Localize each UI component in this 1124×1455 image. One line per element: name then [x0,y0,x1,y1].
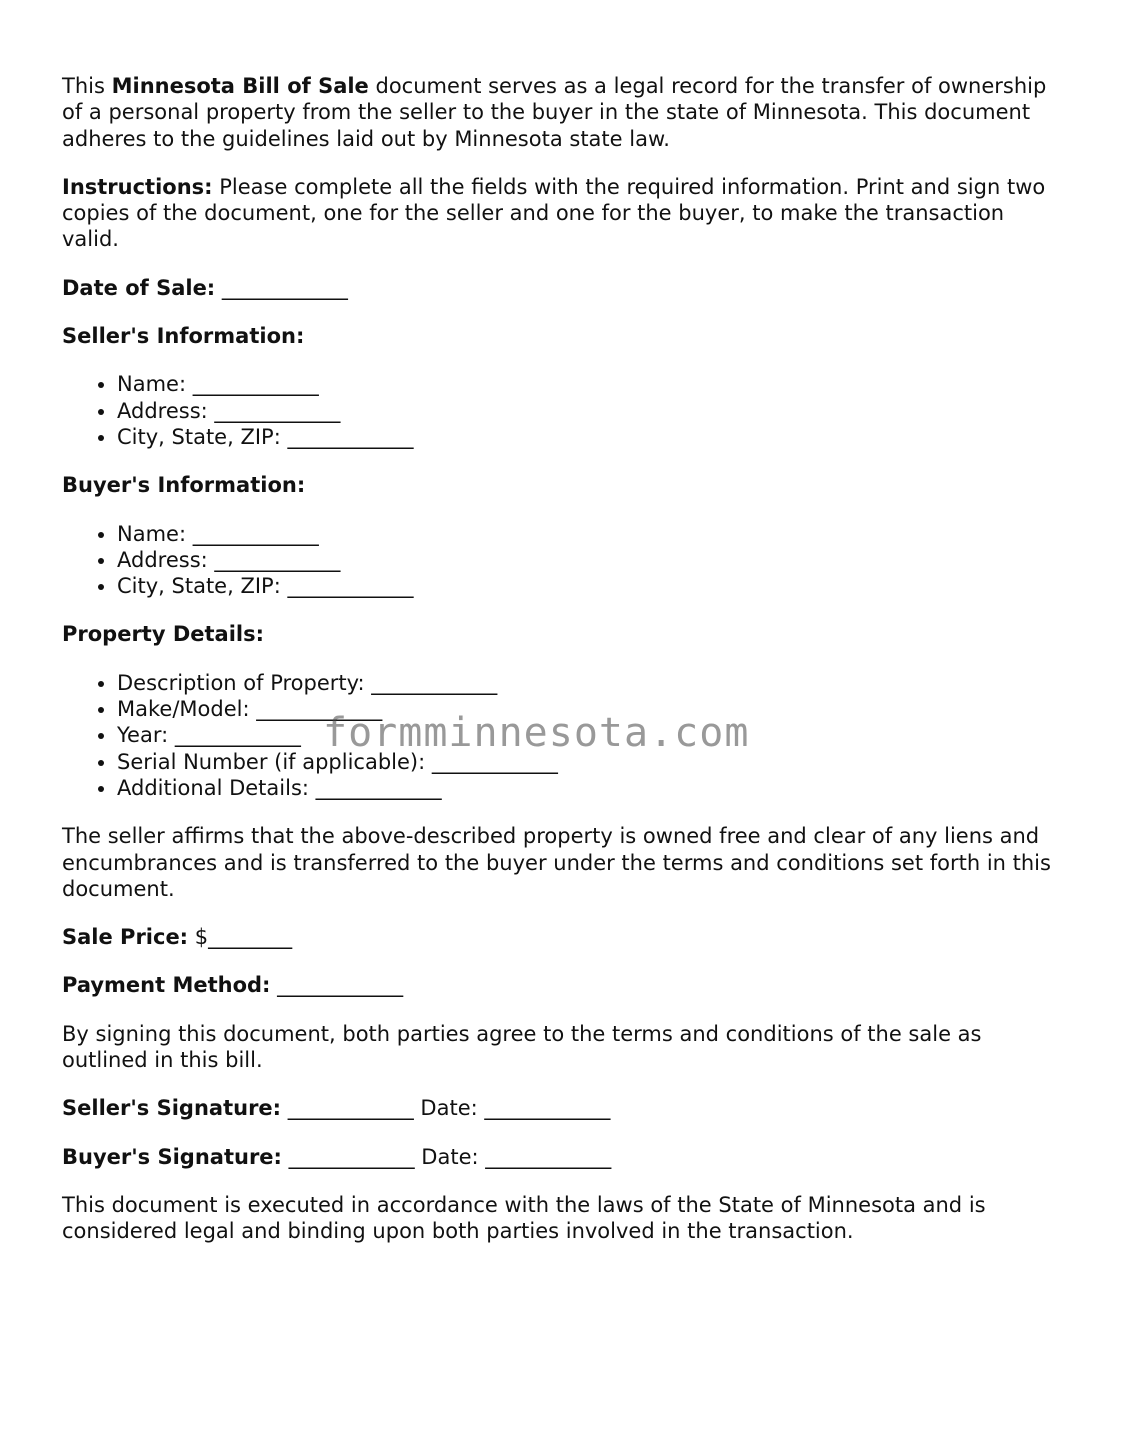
seller-city-state-zip-field: • City, State, ZIP: ____________ [117,424,1062,450]
property-additional-details-field: • Additional Details: ____________ [117,775,1062,801]
date-of-sale-field: Date of Sale: ____________ [62,275,348,300]
property-description-field: • Description of Property: ____________ [117,670,1062,696]
property-make-model-field: • Make/Model: ____________ [117,696,1062,722]
agreement-paragraph: By signing this document, both parties agree to the terms and conditions of the sale as outlined in this bill. [62,1021,982,1073]
seller-signature-line: Seller's Signature: ____________ Date: ____________ [62,1096,611,1121]
property-heading: Property Details: [62,622,265,647]
instructions-paragraph: Instructions: Please complete all the fields with the required information. Print and sign two copies of the document, one for the seller and one for the buyer, to make the transaction valid. [62,174,1046,252]
buyer-address-field: • Address: ____________ [117,547,1062,573]
seller-heading: Seller's Information: [62,324,305,349]
buyer-city-state-zip-field: • City, State, ZIP: ____________ [117,573,1062,599]
sale-price-field: Sale Price: $________ [62,925,293,950]
seller-address-field: • Address: ____________ [117,398,1062,424]
buyer-heading: Buyer's Information: [62,473,306,498]
property-year-field: • Year: ____________ [117,722,1062,748]
seller-name-field: • Name: ____________ [117,371,1062,397]
seller-fields-list [62,371,1062,450]
bill-of-sale-document [62,73,1062,1267]
buyer-signature-line: Buyer's Signature: ____________ Date: ____________ [62,1144,612,1169]
document-title: Minnesota Bill of Sale [111,74,369,98]
intro-paragraph: This Minnesota Bill of Sale document serves as a legal record for the transfer of ownership of a personal property from the seller to the buyer in the state of Minnesota. This document adheres to the guidelines laid out by Minnesota state law. [62,74,1047,151]
buyer-name-field: • Name: ____________ [117,521,1062,547]
property-serial-number-field: • Serial Number (if applicable): ____________ [117,749,1062,775]
payment-method-field: Payment Method: ____________ [62,973,404,998]
instructions-label: Instructions: [62,174,213,199]
buyer-fields-list [62,521,1062,600]
watermark-text: formminnesota.com [323,710,750,756]
closing-paragraph: This document is executed in accordance with the laws of the State of Minnesota and is considered legal and binding upon both parties involved in the transaction. [62,1192,986,1244]
property-fields-list [62,670,1062,801]
affirmation-paragraph: The seller affirms that the above-described property is owned free and clear of any liens and encumbrances and is transferred to the buyer under the terms and conditions set forth in this document. [62,824,1051,901]
